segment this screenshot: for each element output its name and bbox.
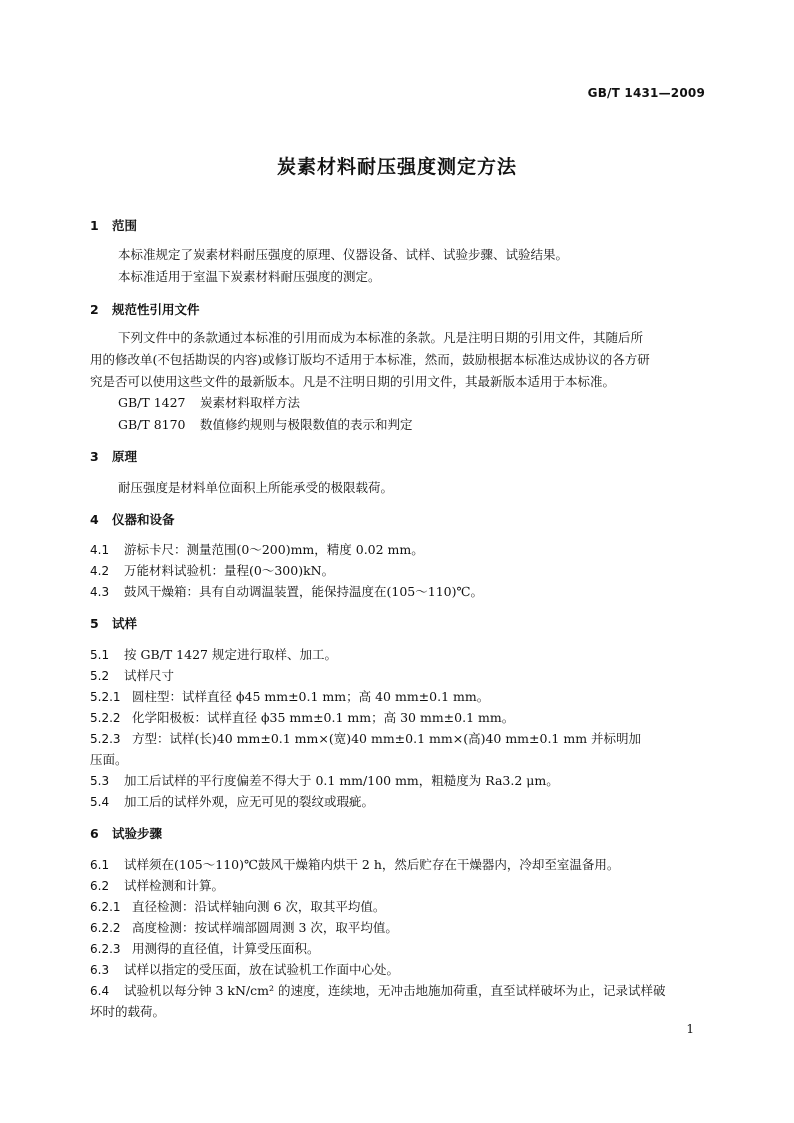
section-title: 原理: [112, 449, 138, 464]
clause-text: 坏时的载荷。: [90, 1004, 166, 1019]
clause-text: 加工后的试样外观，应无可见的裂纹或瑕疵。: [124, 794, 375, 809]
clause-item: [90, 857, 619, 873]
clause-text: 直径检测：沿试样轴向测 6 次，取其平均值。: [132, 899, 386, 914]
section-number: 4: [90, 512, 99, 527]
paragraph-line: 下列文件中的条款通过本标准的引用而成为本标准的条款。凡是注明日期的引用文件，其随后所: [118, 330, 644, 345]
paragraph: 本标准适用于室温下炭素材料耐压强度的测定。: [118, 269, 381, 284]
clause-continuation: [90, 1004, 165, 1020]
paragraph: 耐压强度是材料单位面积上所能承受的极限载荷。: [118, 480, 394, 495]
clause-text: 鼓风干燥箱：具有自动调温装置，能保持温度在(105～110)℃。: [124, 584, 483, 599]
clause-number: 5.2.1: [90, 690, 121, 704]
section-3-heading: [90, 449, 137, 465]
document-title: 炭素材料耐压强度测定方法: [276, 156, 517, 178]
clause-number: 6.4: [90, 984, 110, 998]
section-number: 6: [90, 826, 99, 841]
clause-text: 游标卡尺：测量范围(0～200)mm，精度 0.02 mm。: [124, 542, 424, 557]
clause-text: 试验机以每分钟 3 kN/cm² 的速度，连续地，无冲击地施加荷重，直至试样破坏为止，记录试样破: [124, 983, 666, 998]
paragraph: 本标准规定了炭素材料耐压强度的原理、仪器设备、试样、试验步骤、试验结果。: [118, 247, 569, 262]
clause-number: 6.2.2: [90, 921, 121, 935]
clause-number: 6.3: [90, 963, 110, 977]
clause-number: 6.2.3: [90, 942, 121, 956]
section-title: 试样: [112, 616, 138, 631]
clause-number: 5.1: [90, 648, 110, 662]
clause-item: [90, 941, 320, 957]
clause-text: 按 GB/T 1427 规定进行取样、加工。: [124, 647, 337, 662]
page-number: 1: [686, 1022, 694, 1036]
section-2-heading: [90, 302, 200, 318]
clause-text: 试样以指定的受压面，放在试验机工作面中心处。: [124, 962, 400, 977]
clause-text: 压面。: [90, 752, 128, 767]
clause-text: 方型：试样(长)40 mm±0.1 mm×(宽)40 mm±0.1 mm×(高)40 mm±0.1 mm 并标明加: [132, 731, 642, 746]
clause-number: 5.2.3: [90, 732, 121, 746]
clause-item: [90, 647, 337, 663]
clause-item: [90, 920, 398, 936]
section-1-heading: [90, 218, 137, 234]
clause-text: 化学阳极板：试样直径 ϕ35 mm±0.1 mm；高 30 mm±0.1 mm。: [132, 710, 515, 725]
clause-text: 试样尺寸: [124, 668, 175, 683]
clause-item: [90, 899, 385, 915]
clause-number: 5.4: [90, 795, 110, 809]
clause-number: 5.2: [90, 669, 110, 683]
paragraph-line: 究是否可以使用这些文件的最新版本。凡是不注明日期的引用文件，其最新版本适用于本标准。: [90, 374, 616, 389]
section-title: 规范性引用文件: [112, 302, 200, 317]
clause-continuation: [90, 752, 128, 768]
clause-text: 试样须在(105～110)℃鼓风干燥箱内烘干 2 h，然后贮存在干燥器内，冷却至室温备用。: [124, 857, 620, 872]
clause-item: [90, 962, 399, 978]
section-6-heading: [90, 826, 162, 842]
clause-text: 万能材料试验机：量程(0～300)kN。: [124, 563, 335, 578]
clause-item: [90, 689, 489, 705]
clause-number: 4.2: [90, 564, 110, 578]
clause-item: [90, 563, 334, 579]
reference-item: [118, 417, 413, 433]
section-title: 仪器和设备: [112, 512, 175, 527]
reference-name: 炭素材料取样方法: [200, 395, 301, 410]
clause-number: 4.3: [90, 585, 110, 599]
clause-item: [90, 731, 641, 747]
clause-item: [90, 542, 424, 558]
clause-text: 试样检测和计算。: [124, 878, 225, 893]
reference-code: GB/T 1427: [118, 395, 186, 410]
clause-item: [90, 710, 514, 726]
clause-number: 6.1: [90, 858, 110, 872]
clause-number: 5.3: [90, 774, 110, 788]
clause-item: [90, 983, 665, 999]
clause-number: 6.2.1: [90, 900, 121, 914]
section-4-heading: [90, 512, 175, 528]
reference-code: GB/T 8170: [118, 417, 186, 432]
paragraph-line: 用的修改单(不包括勘误的内容)或修订版均不适用于本标准，然而，鼓励根据本标准达成协议的各方研: [90, 352, 650, 367]
clause-item: [90, 668, 174, 684]
clause-item: [90, 773, 559, 789]
section-title: 范围: [112, 218, 138, 233]
clause-number: 4.1: [90, 543, 110, 557]
standard-number: GB/T 1431—2009: [587, 86, 705, 100]
clause-text: 用测得的直径值，计算受压面积。: [132, 941, 320, 956]
clause-number: 6.2: [90, 879, 110, 893]
clause-item: [90, 584, 483, 600]
clause-item: [90, 794, 374, 810]
clause-text: 加工后试样的平行度偏差不得大于 0.1 mm/100 mm，粗糙度为 Ra3.2 μm。: [124, 773, 559, 788]
section-5-heading: [90, 616, 137, 632]
clause-item: [90, 878, 224, 894]
section-number: 2: [90, 302, 99, 317]
section-number: 5: [90, 616, 99, 631]
clause-number: 5.2.2: [90, 711, 121, 725]
section-number: 1: [90, 218, 99, 233]
section-title: 试验步骤: [112, 826, 163, 841]
reference-item: [118, 395, 300, 411]
clause-text: 圆柱型：试样直径 ϕ45 mm±0.1 mm；高 40 mm±0.1 mm。: [132, 689, 490, 704]
reference-name: 数值修约规则与极限数值的表示和判定: [200, 417, 413, 432]
section-number: 3: [90, 449, 99, 464]
clause-text: 高度检测：按试样端部圆周测 3 次，取平均值。: [132, 920, 398, 935]
